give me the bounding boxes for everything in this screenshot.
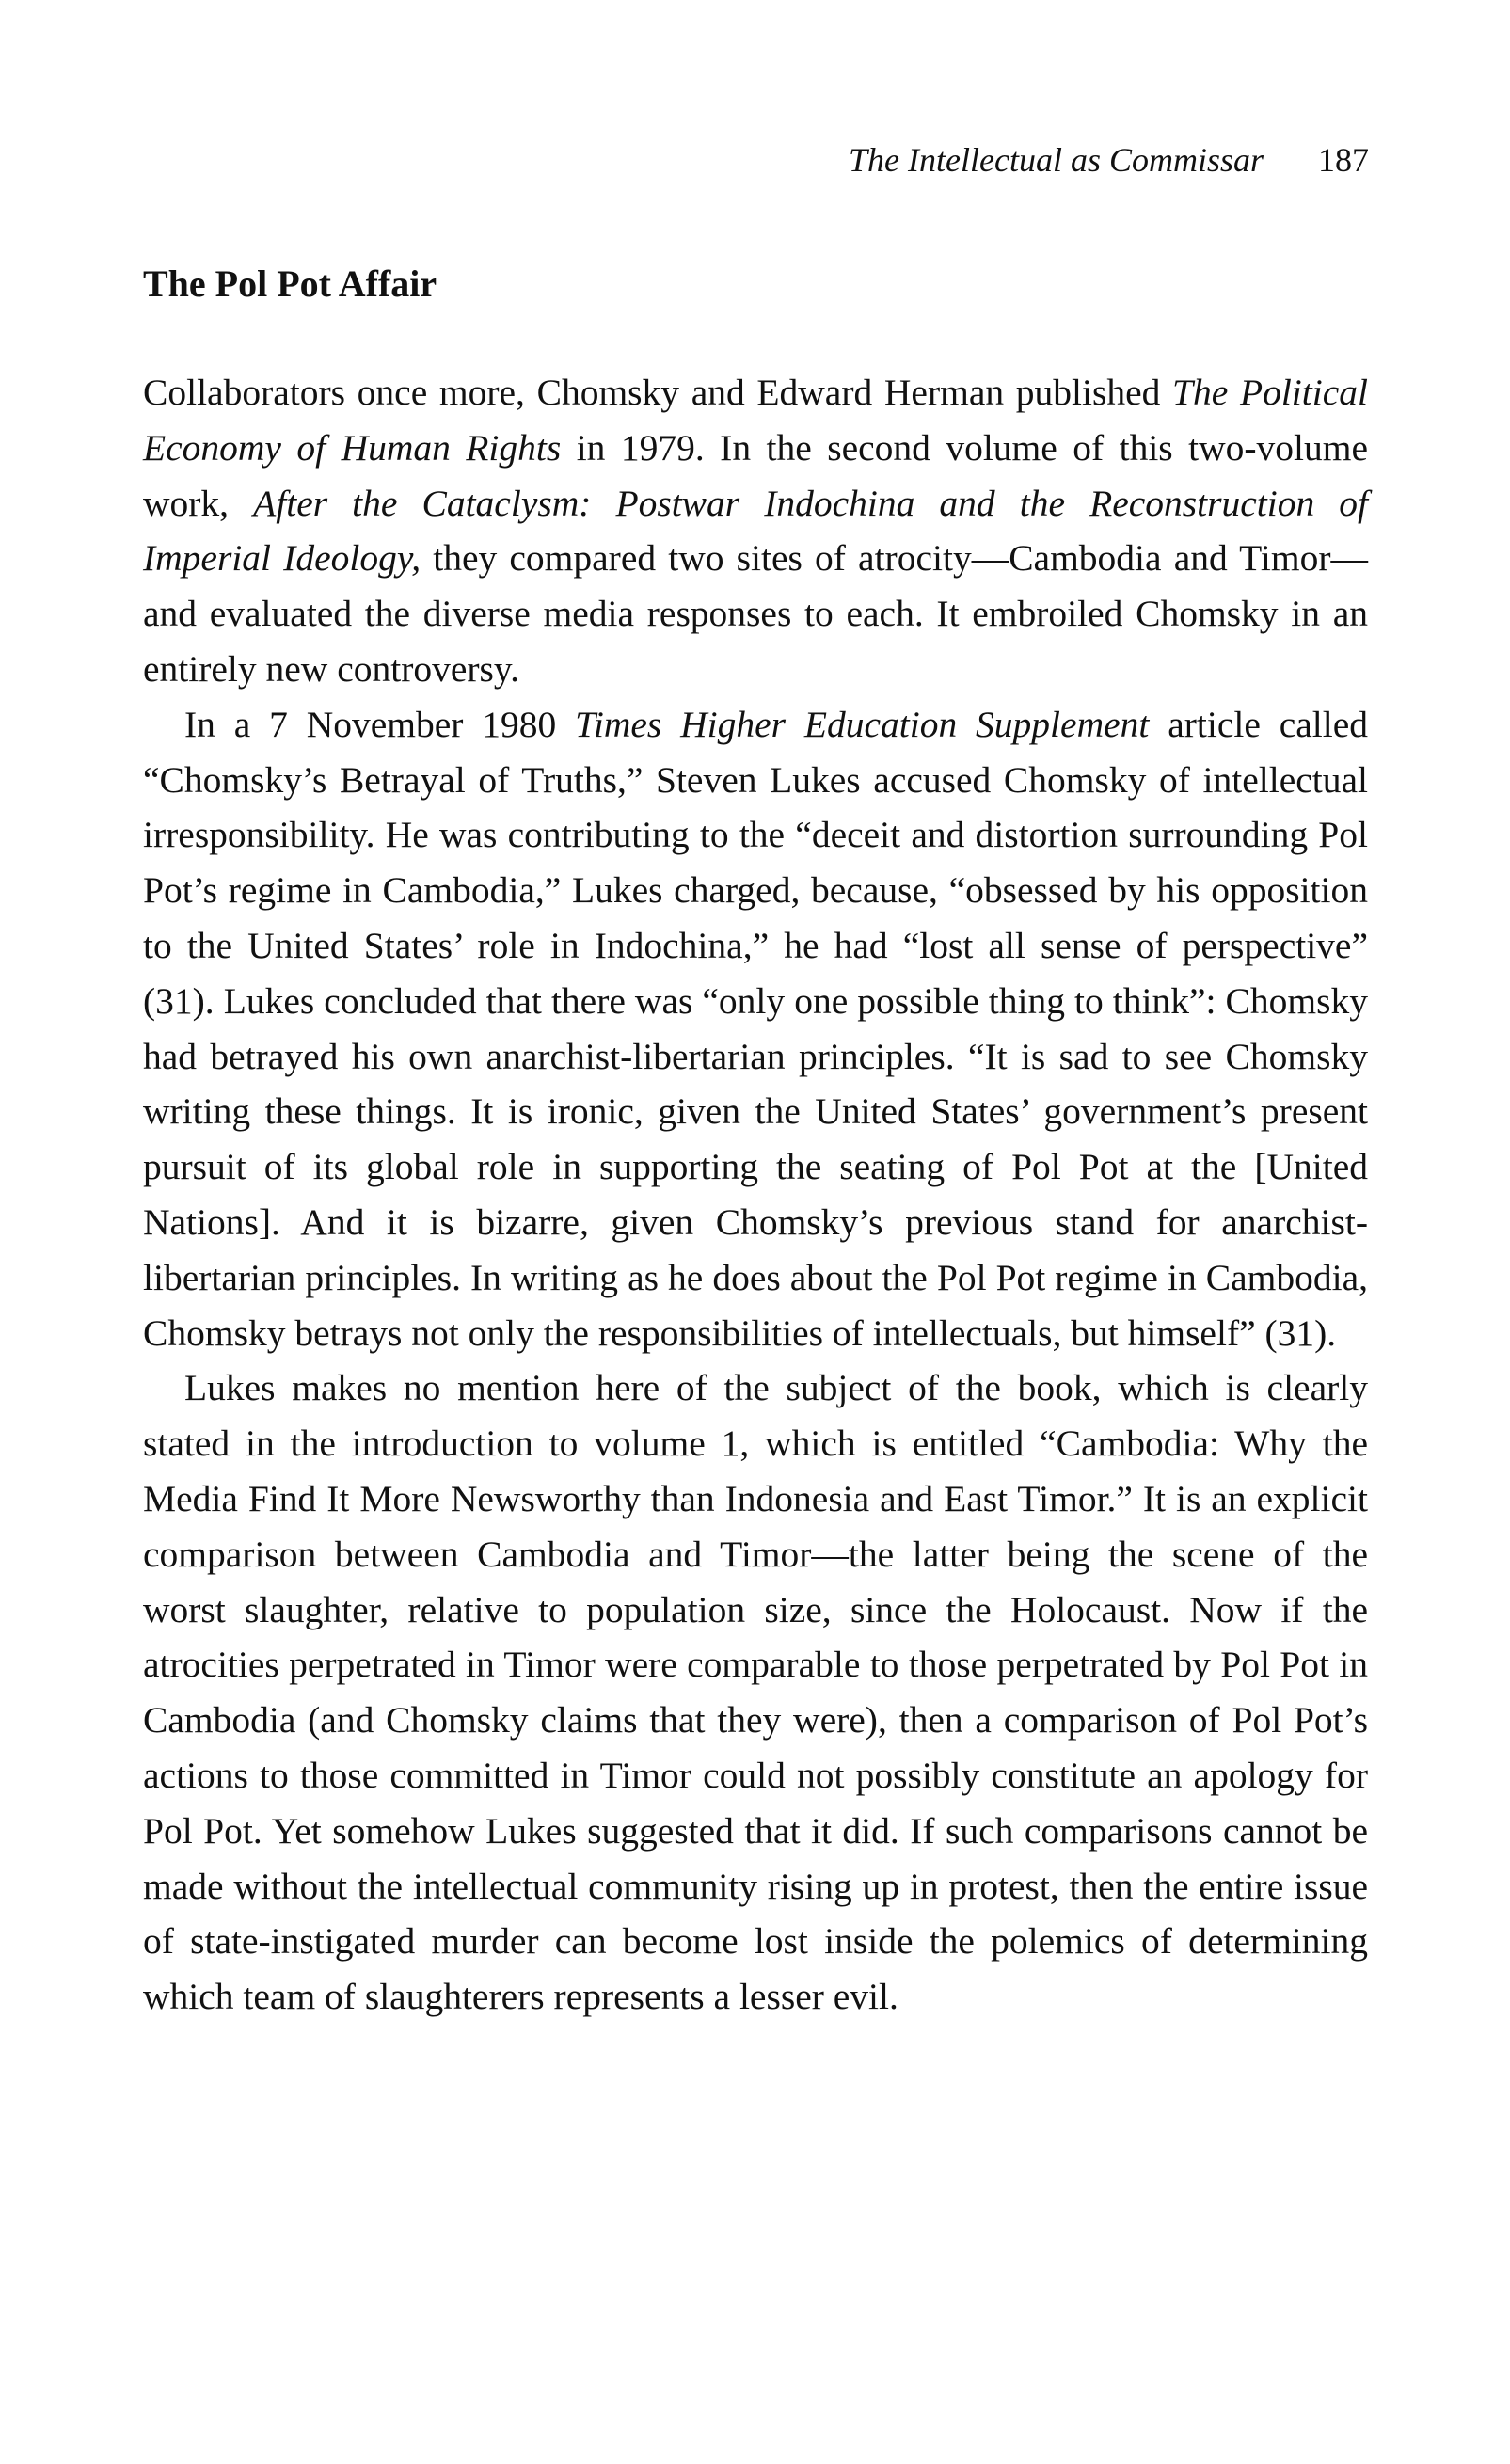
publication-title-thes: Times Higher Education Supplement	[575, 703, 1150, 745]
book-title-after-the-cataclysm: After the Cataclysm: Postwar Indochina and the Reconstruction of Imperial Ideology,	[143, 482, 1368, 580]
running-title: The Intellectual as Commissar	[849, 141, 1264, 179]
paragraph-2	[143, 697, 1368, 1361]
paragraph-1	[143, 365, 1368, 697]
paragraph-3	[143, 1360, 1368, 2025]
paragraph-1-text-3: they compared two sites of atrocity—Cambodia and Timor—and evaluated the diverse media responses to each. It embroiled Chomsky in an entirely new controversy.	[143, 537, 1368, 690]
paragraph-1-text-2: in 1979. In the second volume of this two-volume work,	[143, 426, 1368, 524]
paragraph-2-text-1: In a 7 November 1980	[184, 703, 576, 745]
book-title-political-economy: The Political Economy of Human Rights	[143, 372, 1368, 469]
running-head	[849, 139, 1369, 181]
page-number: 187	[1318, 141, 1369, 179]
paragraph-2-text-2: article called “Chomsky’s Betrayal of Truths,” Steven Lukes accused Chomsky of intellectual irresponsibility. He was contributing to the “deceit and distortion surrounding Pol Pot’s regime in Cambodia,” Lukes charged, because, “obsessed by his opposition to the United States’ role in Indochina,” he had “lost all sense of perspective” (31). Lukes concluded that there was “only one possible thing to think”: Chomsky had betrayed his own anarchist-libertarian principles. “It is sad to see Chomsky writing these things. It is ironic, given the United States’ government’s present pursuit of its global role in supporting the seating of Pol Pot at the [United Nations]. And it is bizarre, given Chomsky’s previous stand for anarchist-libertarian principles. In writing as he does about the Pol Pot regime in Cambodia, Chomsky betrays not only the responsibilities of intellectuals, but himself” (31).	[143, 703, 1369, 1354]
paragraph-1-text-1: Collaborators once more, Chomsky and Edward Herman published	[143, 372, 1173, 413]
section-title: The Pol Pot Affair	[143, 262, 437, 305]
body-text	[143, 365, 1368, 2025]
paragraph-3-text-1: Lukes makes no mention here of the subject of the book, which is clearly stated in the introduction to volume 1, which is entitled “Cambodia: Why the Media Find It More Newsworthy than Indonesia and East Timor.” It is an explicit comparison between Cambodia and Timor—the latter being the scene of the worst slaughter, relative to population size, since the Holocaust. Now if the atrocities perpetrated in Timor were comparable to those perpetrated by Pol Pot in Cambodia (and Chomsky claims that they were), then a comparison of Pol Pot’s actions to those committed in Timor could not possibly constitute an apology for Pol Pot. Yet somehow Lukes suggested that it did. If such comparisons cannot be made without the intellectual community rising up in protest, then the entire issue of state-instigated murder can become lost inside the polemics of determining which team of slaughterers represents a lesser evil.	[143, 1367, 1368, 2018]
